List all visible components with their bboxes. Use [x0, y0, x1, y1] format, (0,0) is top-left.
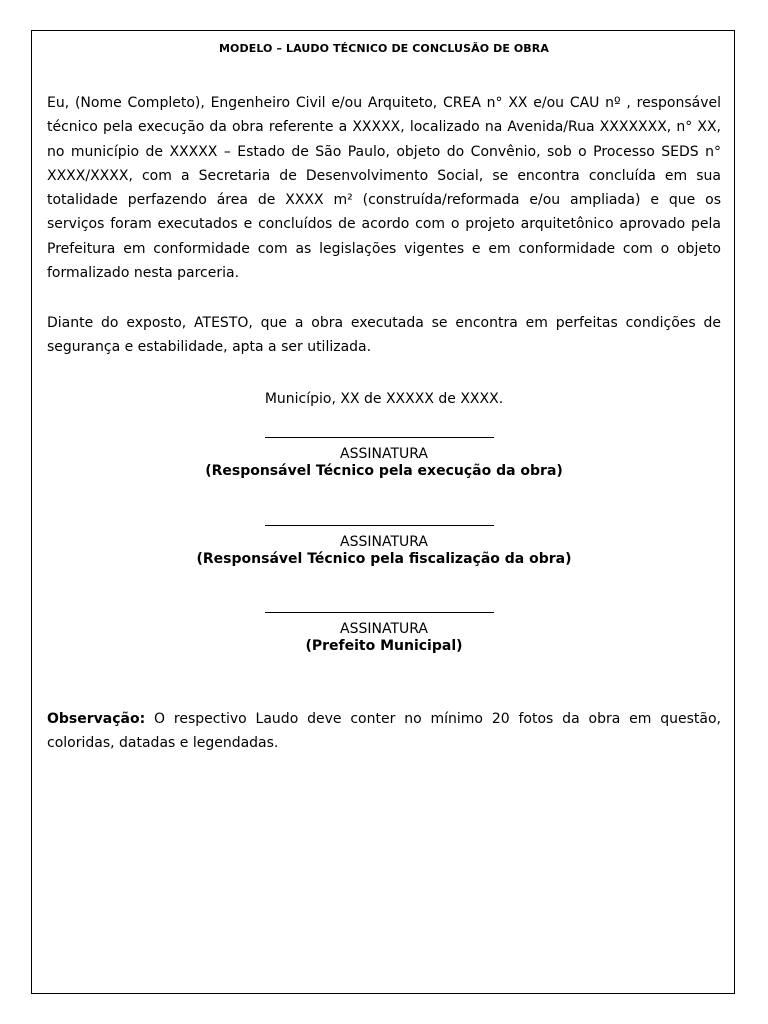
signature-role-mayor: (Prefeito Municipal): [305, 638, 463, 654]
signature-role-inspector: (Responsável Técnico pela fiscalização da obra): [196, 551, 572, 567]
declaration-paragraph: Eu, (Nome Completo), Engenheiro Civil e/ou Arquiteto, CREA n° XX e/ou CAU nº , responsável técnico pela execução da obra referente a XXXXX, localizado na Avenida/Rua XXXXXXX, n° XX, no município de XXXXX – Estado de São Paulo, objeto do Convênio, sob o Processo SEDS n° XXXX/XXXX, com a Secretaria de Desenvolvimento Social, se encontra concluída em sua totalidade perfazendo área de XXXX m² (construída/reformada e/ou ampliada) e que os serviços foram executados e concluídos de acordo com o projeto arquitetônico aprovado pela Prefeitura em conformidade com as legislações vigentes e em conformidade com o objeto formalizado nesta parceria.: [47, 95, 721, 282]
observation-text: O respectivo Laudo deve conter no mínimo 20 fotos da obra em questão, coloridas, datadas e legendadas.: [47, 711, 721, 752]
signature-label-executor: ASSINATURA: [340, 446, 428, 462]
signature-label-mayor: ASSINATURA: [340, 621, 428, 637]
attestation-paragraph: Diante do exposto, ATESTO, que a obra executada se encontra em perfeitas condições de segurança e estabilidade, apta a ser utilizada.: [47, 315, 721, 356]
signature-line-mayor: [265, 612, 494, 613]
observation-note: [47, 707, 721, 756]
signature-role-executor: (Responsável Técnico pela execução da obra): [205, 463, 563, 479]
document-title: MODELO – LAUDO TÉCNICO DE CONCLUSÃO DE OBRA: [219, 42, 549, 55]
observation-label: Observação:: [47, 711, 146, 727]
place-date-line: Município, XX de XXXXX de XXXX.: [264, 391, 504, 407]
signature-label-inspector: ASSINATURA: [340, 534, 428, 550]
signature-line-inspector: [265, 525, 494, 526]
signature-line-executor: [265, 437, 494, 438]
